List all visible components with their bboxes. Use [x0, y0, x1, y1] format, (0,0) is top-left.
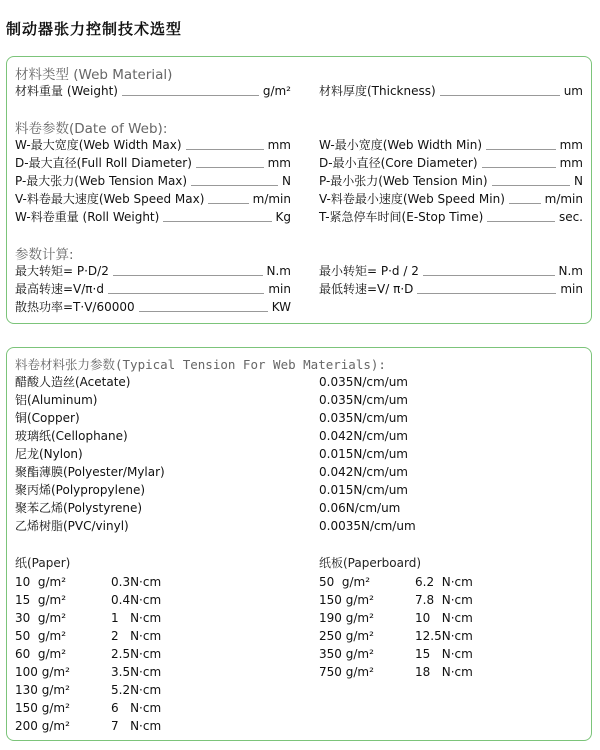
param-unit: N.m: [558, 264, 583, 278]
param-input-line[interactable]: [191, 185, 278, 186]
param-input-line[interactable]: [196, 167, 264, 168]
thickness-unit: um: [563, 84, 583, 98]
paper-tension: 0.3N·cm: [111, 575, 162, 589]
tension-material: 聚酯薄膜(Polyester/Mylar): [15, 465, 165, 479]
paper-gsm: 150 g/m²: [15, 701, 70, 715]
paper-gsm: 50 g/m²: [15, 629, 67, 643]
param-field[interactable]: [319, 281, 583, 297]
param-input-line[interactable]: [108, 293, 264, 294]
web-parameters-panel: [6, 56, 592, 324]
param-label: D-最大直径(Full Roll Diameter): [15, 156, 192, 170]
tension-heading: 料卷材料张力参数(Typical Tension For Web Materials):: [15, 357, 386, 372]
param-field[interactable]: [319, 173, 583, 189]
param-label: T-紧急停车时间(E-Stop Time): [319, 210, 484, 224]
paperboard-tension: 10 N·cm: [415, 611, 473, 625]
paper-tension: 2.5N·cm: [111, 647, 162, 661]
param-field[interactable]: [15, 263, 291, 279]
param-field[interactable]: [15, 191, 291, 207]
calc-heading: 参数计算:: [15, 247, 74, 263]
paper-heading: 纸(Paper): [15, 556, 71, 570]
param-unit: mm: [559, 156, 583, 170]
param-unit: KW: [271, 300, 291, 314]
paperboard-tension: 15 N·cm: [415, 647, 473, 661]
paper-gsm: 130 g/m²: [15, 683, 70, 697]
param-unit: min: [268, 282, 291, 296]
param-input-line[interactable]: [186, 149, 264, 150]
material-heading: 材料类型 (Web Material): [15, 67, 173, 83]
param-field[interactable]: [15, 281, 291, 297]
thickness-field[interactable]: [319, 83, 583, 99]
paperboard-gsm: 190 g/m²: [319, 611, 374, 625]
paperboard-gsm: 250 g/m²: [319, 629, 374, 643]
param-label: W-最大宽度(Web Width Max): [15, 138, 182, 152]
tension-material: 尼龙(Nylon): [15, 447, 83, 461]
tension-value: 0.042N/cm/um: [319, 429, 408, 443]
tension-material: 乙烯树脂(PVC/vinyl): [15, 519, 129, 533]
paper-tension: 2 N·cm: [111, 629, 162, 643]
param-unit: mm: [267, 138, 291, 152]
thickness-label: 材料厚度(Thickness): [319, 84, 436, 98]
page-title: 制动器张力控制技术选型: [6, 20, 183, 38]
param-label: 最小转矩= P·d / 2: [319, 264, 419, 278]
tension-material: 醋酸人造丝(Acetate): [15, 375, 131, 389]
param-field[interactable]: [319, 137, 583, 153]
param-input-line[interactable]: [482, 167, 556, 168]
paper-tension: 1 N·cm: [111, 611, 162, 625]
weight-unit: g/m²: [262, 84, 291, 98]
param-field[interactable]: [15, 173, 291, 189]
param-field[interactable]: [15, 209, 291, 225]
paperboard-tension: 6.2 N·cm: [415, 575, 473, 589]
tension-panel: [6, 347, 592, 741]
param-field[interactable]: [319, 209, 583, 225]
param-label: P-最大张力(Web Tension Max): [15, 174, 188, 188]
paperboard-gsm: 350 g/m²: [319, 647, 374, 661]
paper-tension: 3.5N·cm: [111, 665, 162, 679]
tension-material: 聚丙烯(Polypropylene): [15, 483, 146, 497]
param-label: 最大转矩= P·D/2: [15, 264, 109, 278]
param-label: W-最小宽度(Web Width Min): [319, 138, 483, 152]
tension-material: 聚苯乙烯(Polystyrene): [15, 501, 143, 515]
param-unit: min: [560, 282, 583, 296]
tension-value: 0.035N/cm/um: [319, 411, 408, 425]
web-heading: 料卷参数(Date of Web):: [15, 121, 168, 137]
param-label: D-最小直径(Core Diameter): [319, 156, 478, 170]
paper-gsm: 30 g/m²: [15, 611, 67, 625]
param-unit: N.m: [266, 264, 291, 278]
paperboard-gsm: 750 g/m²: [319, 665, 374, 679]
param-field[interactable]: [15, 299, 291, 315]
tension-material: 玻璃纸(Cellophane): [15, 429, 128, 443]
paper-gsm: 100 g/m²: [15, 665, 70, 679]
param-unit: sec.: [558, 210, 583, 224]
param-unit: mm: [559, 138, 583, 152]
param-unit: m/min: [252, 192, 291, 206]
param-label: V-料卷最小速度(Web Speed Min): [319, 192, 505, 206]
param-input-line[interactable]: [208, 203, 248, 204]
tension-value: 0.015N/cm/um: [319, 483, 408, 497]
param-input-line[interactable]: [113, 275, 263, 276]
param-input-line[interactable]: [492, 185, 570, 186]
param-field[interactable]: [15, 137, 291, 153]
tension-value: 0.015N/cm/um: [319, 447, 408, 461]
weight-label: 材料重量 (Weight): [15, 84, 118, 98]
paper-tension: 0.4N·cm: [111, 593, 162, 607]
tension-value: 0.035N/cm/um: [319, 375, 408, 389]
param-field[interactable]: [319, 191, 583, 207]
paper-gsm: 10 g/m²: [15, 575, 67, 589]
tension-value: 0.06N/cm/um: [319, 501, 401, 515]
param-label: W-料卷重量 (Roll Weight): [15, 210, 160, 224]
tension-value: 0.0035N/cm/um: [319, 519, 416, 533]
param-unit: m/min: [544, 192, 583, 206]
paper-tension: 7 N·cm: [111, 719, 162, 733]
param-field[interactable]: [15, 155, 291, 171]
param-input-line[interactable]: [139, 311, 268, 312]
param-label: 散热功率=T·V/60000: [15, 300, 135, 314]
param-field[interactable]: [319, 263, 583, 279]
weight-field[interactable]: [15, 83, 291, 99]
tension-value: 0.042N/cm/um: [319, 465, 408, 479]
paper-gsm: 15 g/m²: [15, 593, 67, 607]
tension-material: 铝(Aluminum): [15, 393, 98, 407]
param-input-line[interactable]: [487, 221, 555, 222]
param-label: P-最小张力(Web Tension Min): [319, 174, 488, 188]
param-label: 最高转速=V/π·d: [15, 282, 104, 296]
paper-gsm: 200 g/m²: [15, 719, 70, 733]
param-input-line[interactable]: [423, 275, 555, 276]
param-unit: N: [574, 174, 583, 188]
paperboard-tension: 12.5N·cm: [415, 629, 473, 643]
weight-input-line[interactable]: [122, 95, 259, 96]
param-input-line[interactable]: [509, 203, 541, 204]
paperboard-tension: 7.8 N·cm: [415, 593, 473, 607]
param-input-line[interactable]: [417, 293, 556, 294]
paperboard-gsm: 150 g/m²: [319, 593, 374, 607]
param-unit: N: [282, 174, 291, 188]
paperboard-heading: 纸板(Paperboard): [319, 556, 422, 570]
param-label: V-料卷最大速度(Web Speed Max): [15, 192, 205, 206]
thickness-input-line[interactable]: [440, 95, 560, 96]
param-unit: mm: [267, 156, 291, 170]
param-input-line[interactable]: [486, 149, 556, 150]
param-label: 最低转速=V/ π·D: [319, 282, 414, 296]
paper-tension: 6 N·cm: [111, 701, 162, 715]
paperboard-tension: 18 N·cm: [415, 665, 473, 679]
paper-gsm: 60 g/m²: [15, 647, 67, 661]
tension-value: 0.035N/cm/um: [319, 393, 408, 407]
param-unit: Kg: [275, 210, 291, 224]
param-field[interactable]: [319, 155, 583, 171]
tension-material: 铜(Copper): [15, 411, 80, 425]
paperboard-gsm: 50 g/m²: [319, 575, 371, 589]
param-input-line[interactable]: [163, 221, 271, 222]
paper-tension: 5.2N·cm: [111, 683, 162, 697]
